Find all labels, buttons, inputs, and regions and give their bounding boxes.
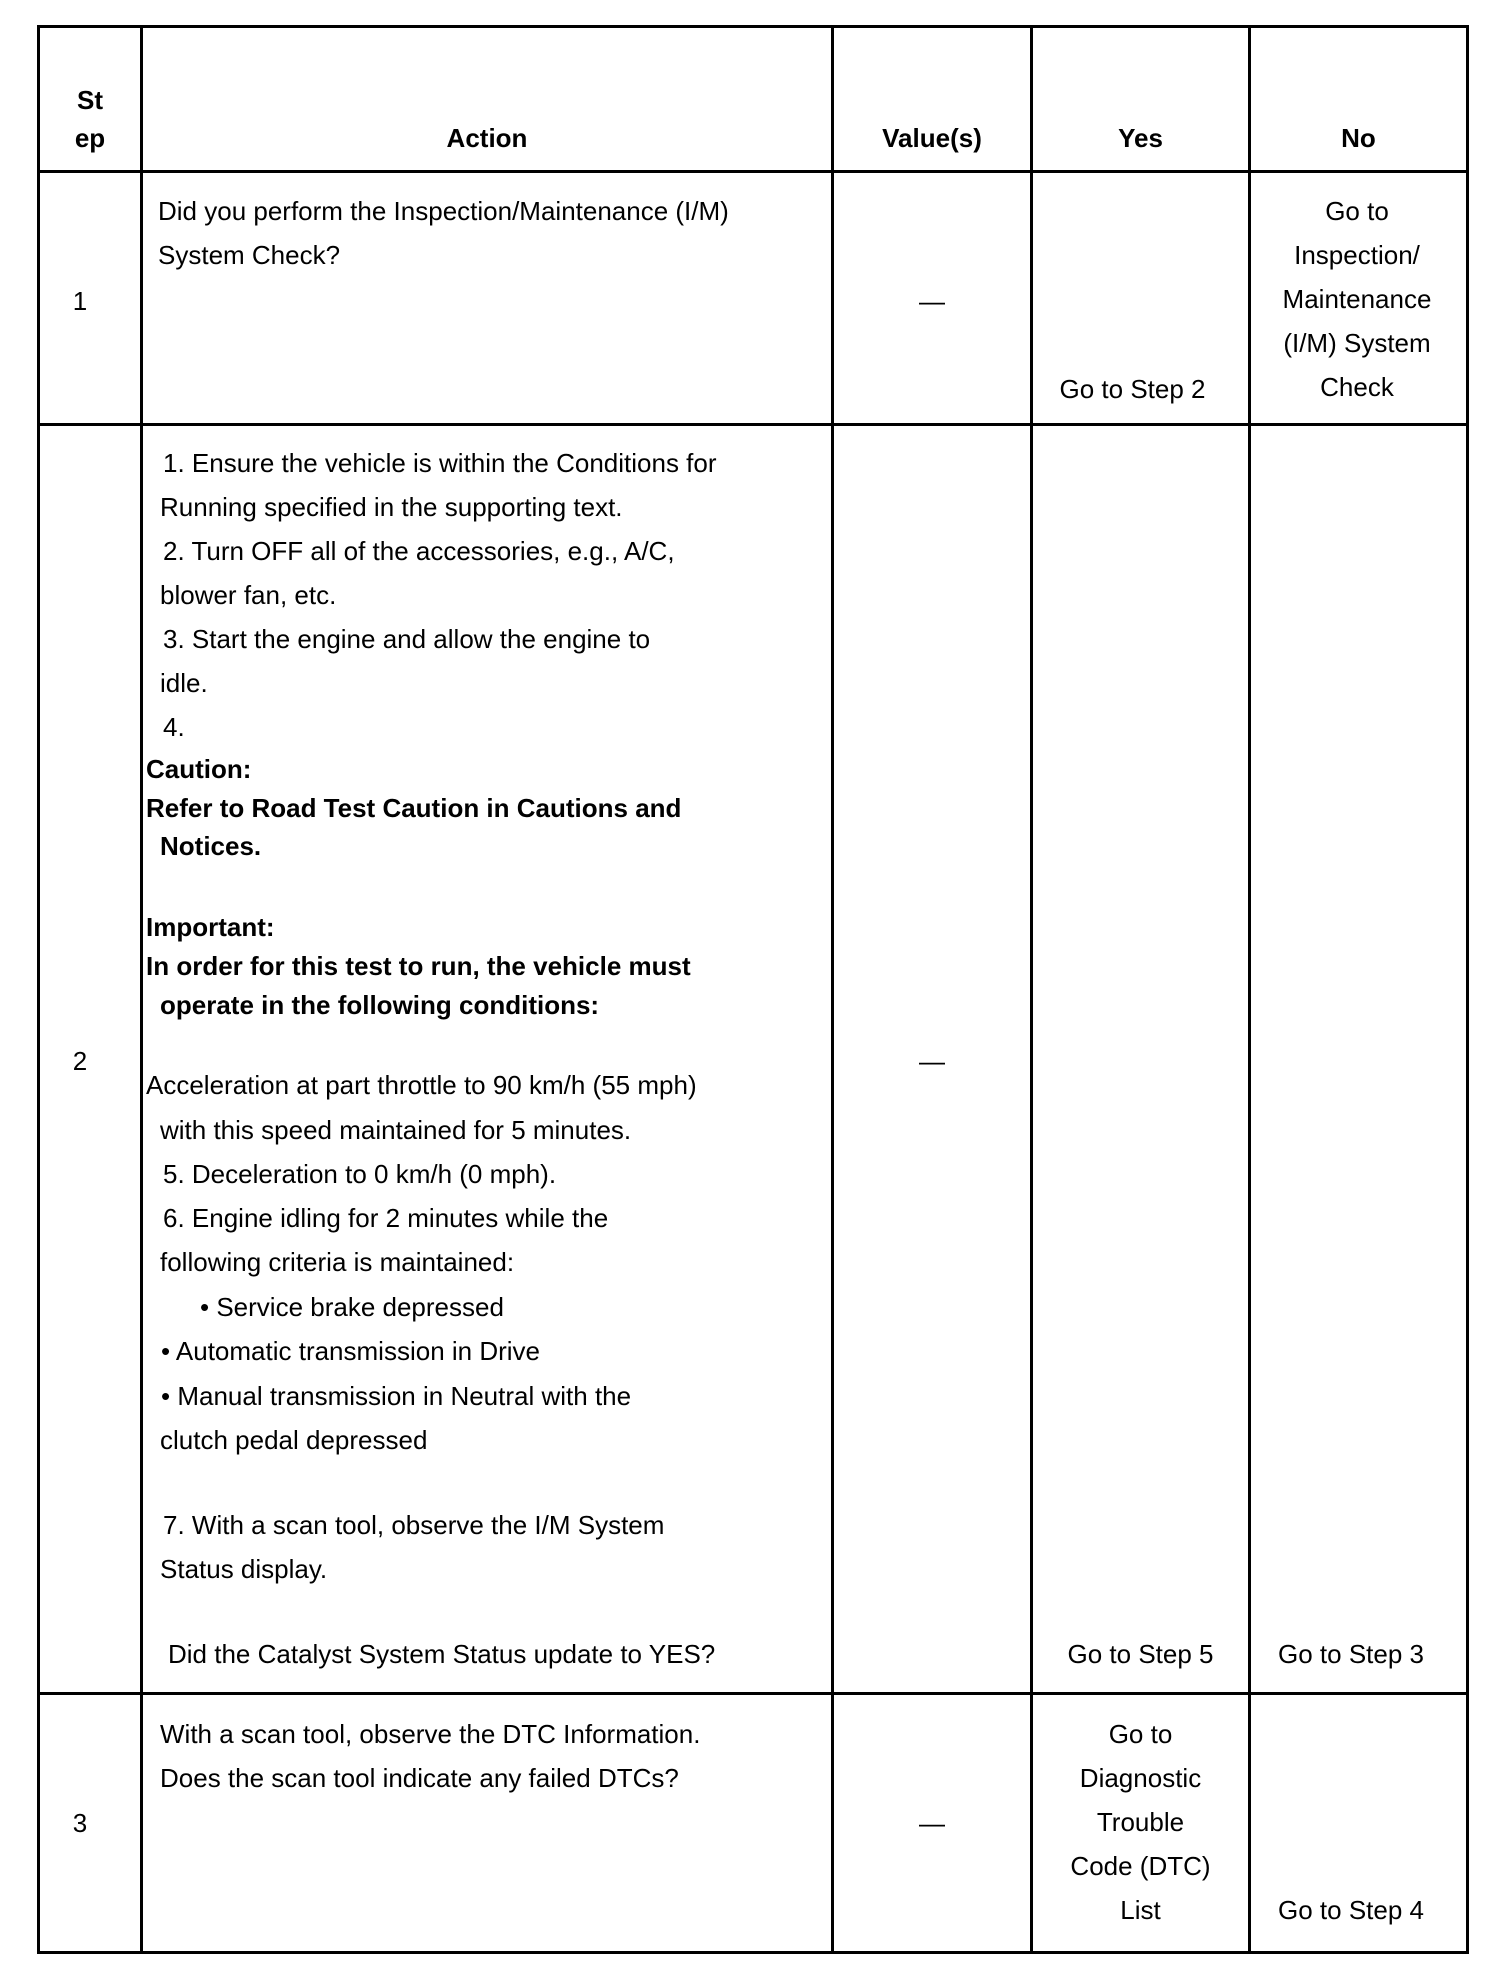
row-1-action-line: System Check?: [158, 240, 341, 270]
table-border-top: [37, 25, 1469, 28]
header-step: St ep: [74, 85, 106, 153]
row-2-bullet: • Automatic transmission in Drive: [161, 1336, 541, 1366]
row-2-action-line: Running specified in the supporting text.: [160, 492, 623, 522]
column-divider: [140, 25, 143, 1954]
row-3-no: Go to Step 4: [1278, 1895, 1424, 1925]
row-3-action-line: Does the scan tool indicate any failed DTCs?: [160, 1763, 679, 1793]
important-label: Important:: [146, 912, 275, 942]
row-divider: [37, 423, 1469, 426]
row-3-value: —: [919, 1808, 945, 1838]
header-yes: Yes: [1118, 123, 1163, 153]
row-2-bullet: • Service brake depressed: [200, 1292, 504, 1322]
row-1-value: —: [919, 286, 945, 316]
header-no: No: [1341, 123, 1376, 153]
caution-text: Notices.: [160, 831, 262, 861]
row-3-action-line: With a scan tool, observe the DTC Information.: [160, 1719, 701, 1749]
row-2-bullet: • Manual transmission in Neutral with the: [161, 1381, 632, 1411]
row-2-no: Go to Step 3: [1278, 1639, 1424, 1669]
row-1-step: 1: [72, 286, 88, 316]
row-2-action-line: Status display.: [160, 1554, 328, 1584]
row-2-action-line: 2. Turn OFF all of the accessories, e.g., A/C,: [163, 536, 675, 566]
row-2-step: 2: [72, 1046, 88, 1076]
row-divider: [37, 170, 1469, 173]
table-border-right: [1466, 25, 1469, 1954]
row-1-no: Go to Inspection/ Maintenance (I/M) System Check: [1282, 196, 1432, 402]
row-2-action-line: 5. Deceleration to 0 km/h (0 mph).: [163, 1159, 557, 1189]
row-3-yes: Go to Diagnostic Trouble Code (DTC) List: [1070, 1719, 1211, 1925]
header-values: Value(s): [882, 123, 982, 153]
row-2-action-line: 4.: [163, 712, 185, 742]
caution-text: Refer to Road Test Caution in Cautions and: [146, 793, 682, 823]
row-2-action-line: 7. With a scan tool, observe the I/M System: [163, 1510, 665, 1540]
important-text: operate in the following conditions:: [160, 990, 600, 1020]
row-2-action-line: Acceleration at part throttle to 90 km/h (55 mph): [146, 1070, 697, 1100]
important-text: In order for this test to run, the vehicle must: [146, 951, 691, 981]
row-2-value: —: [919, 1046, 945, 1076]
row-2-action-line: with this speed maintained for 5 minutes.: [160, 1115, 632, 1145]
row-2-action-line: blower fan, etc.: [160, 580, 337, 610]
row-2-action-line: clutch pedal depressed: [160, 1425, 428, 1455]
row-2-action-line: following criteria is maintained:: [160, 1247, 515, 1277]
row-2-yes: Go to Step 5: [1067, 1639, 1214, 1669]
row-3-step: 3: [72, 1808, 88, 1838]
row-1-yes: Go to Step 2: [1059, 374, 1206, 404]
row-2-action-line: 3. Start the engine and allow the engine to: [163, 624, 651, 654]
row-1-action-line: Did you perform the Inspection/Maintenance (I/M): [158, 196, 729, 226]
table-border-bottom: [37, 1951, 1469, 1954]
row-2-action-line: idle.: [160, 668, 208, 698]
caution-label: Caution:: [146, 754, 252, 784]
row-2-action-line: 1. Ensure the vehicle is within the Conditions for: [163, 448, 717, 478]
row-2-action-line: 6. Engine idling for 2 minutes while the: [163, 1203, 609, 1233]
header-action: Action: [446, 123, 528, 153]
row-2-question: Did the Catalyst System Status update to YES?: [168, 1639, 716, 1669]
row-divider: [37, 1692, 1469, 1695]
